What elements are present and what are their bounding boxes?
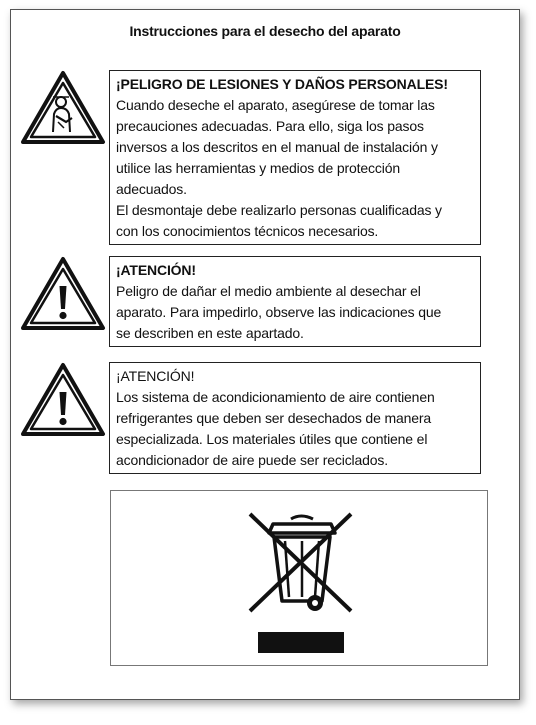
warning-text-line: Peligro de dañar el medio ambiente al desechar el [116,283,421,299]
warning-box-injury [109,70,481,245]
warning-heading: ¡ATENCIÓN! [116,262,196,278]
injury-warning-icon [20,70,106,146]
warning-text-line: Cuando deseche el aparato, asegúrese de tomar las [116,97,435,113]
warning-text-line: adecuados. [116,181,187,197]
warning-heading: ¡PELIGRO DE LESIONES Y DAÑOS PERSONALES! [116,76,448,92]
exclamation-warning-icon [20,362,106,438]
warning-text-line: especializada. Los materiales útiles que contiene el [116,431,428,447]
warning-text-line: inversos a los descritos en el manual de instalación y [116,139,438,155]
warning-text-line: acondicionador de aire puede ser reciclados. [116,452,389,468]
page-title: Instrucciones para el desecho del aparato [129,23,401,39]
warning-text-line: El desmontaje debe realizarlo personas cualificadas y [116,202,442,218]
warning-text-line: aparato. Para impedirlo, observe las indicaciones que [116,304,442,320]
weee-symbol-box [110,490,488,666]
exclamation-warning-icon [20,256,106,332]
warning-text-line: con los conocimientos técnicos necesarios. [116,223,379,239]
document-page [10,9,520,700]
warning-text-line: refrigerantes que deben ser desechados de manera [116,410,432,426]
warning-box-refrigerant [109,362,481,474]
warning-text-line: se describen en este apartado. [116,325,304,341]
warning-text-line: Los sistema de acondicionamiento de aire contienen [116,389,435,405]
warning-text-line: utilice las herramientas y medios de protección [116,160,400,176]
warning-text-line: precauciones adecuadas. Para ello, siga los pasos [116,118,424,134]
warning-heading: ¡ATENCIÓN! [116,368,195,384]
warning-box-environment [109,256,481,347]
crossed-out-wheeled-bin-icon [111,491,486,664]
